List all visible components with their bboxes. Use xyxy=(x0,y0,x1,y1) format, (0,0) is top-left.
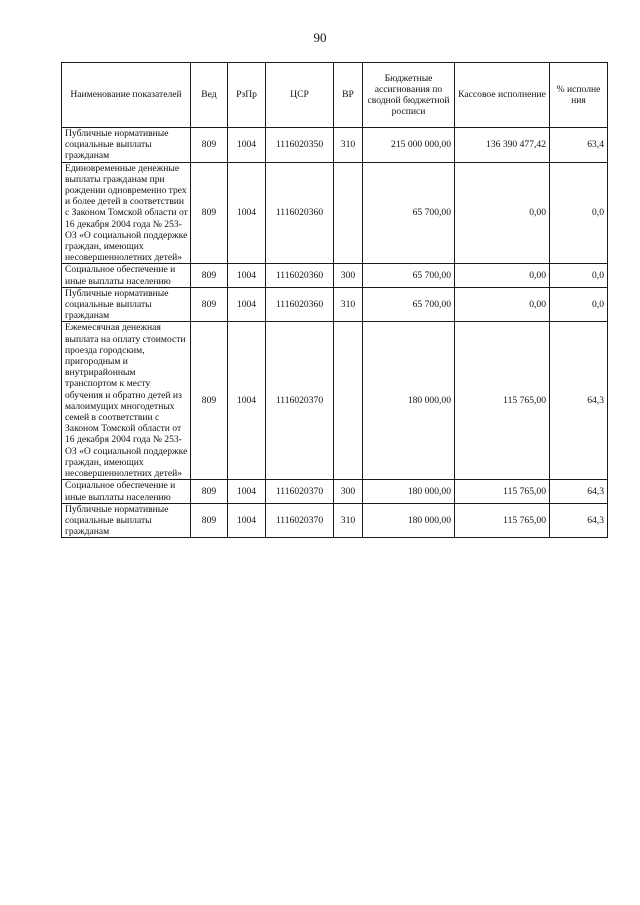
header-budget: Бюджетные ассигнования по сводной бюджетной росписи xyxy=(363,63,455,128)
cell-ved: 809 xyxy=(191,503,228,538)
cell-name: Публичные нормативные социальные выплаты гражданам xyxy=(62,128,191,163)
header-cash: Кассовое исполнение xyxy=(455,63,550,128)
cell-percent: 64,3 xyxy=(550,480,608,503)
cell-cash: 115 765,00 xyxy=(455,322,550,480)
cell-rzpr: 1004 xyxy=(228,503,266,538)
cell-csr: 1116020360 xyxy=(266,264,334,287)
cell-name: Публичные нормативные социальные выплаты гражданам xyxy=(62,503,191,538)
cell-cash: 0,00 xyxy=(455,264,550,287)
cell-budget: 180 000,00 xyxy=(363,503,455,538)
header-percent: % исполне ния xyxy=(550,63,608,128)
cell-vr xyxy=(334,162,363,264)
table-row xyxy=(62,128,608,163)
cell-cash: 0,00 xyxy=(455,162,550,264)
table-row xyxy=(62,480,608,503)
table-row xyxy=(62,503,608,538)
cell-rzpr: 1004 xyxy=(228,287,266,322)
cell-budget: 65 700,00 xyxy=(363,287,455,322)
cell-cash: 115 765,00 xyxy=(455,503,550,538)
cell-budget: 215 000 000,00 xyxy=(363,128,455,163)
table-row xyxy=(62,264,608,287)
cell-ved: 809 xyxy=(191,264,228,287)
cell-csr: 1116020350 xyxy=(266,128,334,163)
cell-cash: 115 765,00 xyxy=(455,480,550,503)
table-row xyxy=(62,322,608,480)
cell-csr: 1116020360 xyxy=(266,162,334,264)
budget-execution-table xyxy=(61,62,608,538)
table-row xyxy=(62,162,608,264)
header-csr: ЦСР xyxy=(266,63,334,128)
header-ved: Вед xyxy=(191,63,228,128)
cell-ved: 809 xyxy=(191,480,228,503)
header-rzpr: РзПр xyxy=(228,63,266,128)
cell-percent: 64,3 xyxy=(550,503,608,538)
cell-cash: 136 390 477,42 xyxy=(455,128,550,163)
cell-name: Единовременные денежные выплаты гражданам при рождении одновременно трех и более детей в соответствии с Законом Томской области от 16 декабря 2004 года № 253-ОЗ «О социальной поддержке граждан, имеющих несовершеннолетних детей» xyxy=(62,162,191,264)
cell-percent: 0,0 xyxy=(550,264,608,287)
cell-vr: 310 xyxy=(334,128,363,163)
table-header-row xyxy=(62,63,608,128)
cell-rzpr: 1004 xyxy=(228,264,266,287)
cell-vr: 310 xyxy=(334,503,363,538)
cell-vr xyxy=(334,322,363,480)
cell-percent: 64,3 xyxy=(550,322,608,480)
cell-vr: 300 xyxy=(334,480,363,503)
cell-csr: 1116020360 xyxy=(266,287,334,322)
cell-budget: 65 700,00 xyxy=(363,162,455,264)
cell-name: Ежемесячная денежная выплата на оплату стоимости проезда городским, пригородным и внутрирайонным транспортом к месту обучения и обратно детей из малоимущих многодетных семей в соответствии с Законом Томской области от 16 декабря 2004 года № 253-ОЗ «О социальной поддержке граждан, имеющих несовершеннолетних детей» xyxy=(62,322,191,480)
header-name: Наименование показателей xyxy=(62,63,191,128)
cell-csr: 1116020370 xyxy=(266,503,334,538)
cell-name: Социальное обеспечение и иные выплаты населению xyxy=(62,264,191,287)
cell-rzpr: 1004 xyxy=(228,322,266,480)
cell-csr: 1116020370 xyxy=(266,322,334,480)
cell-ved: 809 xyxy=(191,128,228,163)
cell-rzpr: 1004 xyxy=(228,480,266,503)
cell-budget: 180 000,00 xyxy=(363,480,455,503)
cell-name: Социальное обеспечение и иные выплаты населению xyxy=(62,480,191,503)
cell-vr: 310 xyxy=(334,287,363,322)
cell-percent: 63,4 xyxy=(550,128,608,163)
cell-rzpr: 1004 xyxy=(228,162,266,264)
cell-percent: 0,0 xyxy=(550,162,608,264)
page-number: 90 xyxy=(313,30,327,45)
header-vr: ВР xyxy=(334,63,363,128)
cell-percent: 0,0 xyxy=(550,287,608,322)
cell-rzpr: 1004 xyxy=(228,128,266,163)
cell-csr: 1116020370 xyxy=(266,480,334,503)
cell-cash: 0,00 xyxy=(455,287,550,322)
table-row xyxy=(62,287,608,322)
cell-ved: 809 xyxy=(191,162,228,264)
cell-ved: 809 xyxy=(191,322,228,480)
cell-ved: 809 xyxy=(191,287,228,322)
cell-vr: 300 xyxy=(334,264,363,287)
cell-budget: 180 000,00 xyxy=(363,322,455,480)
cell-budget: 65 700,00 xyxy=(363,264,455,287)
cell-name: Публичные нормативные социальные выплаты гражданам xyxy=(62,287,191,322)
